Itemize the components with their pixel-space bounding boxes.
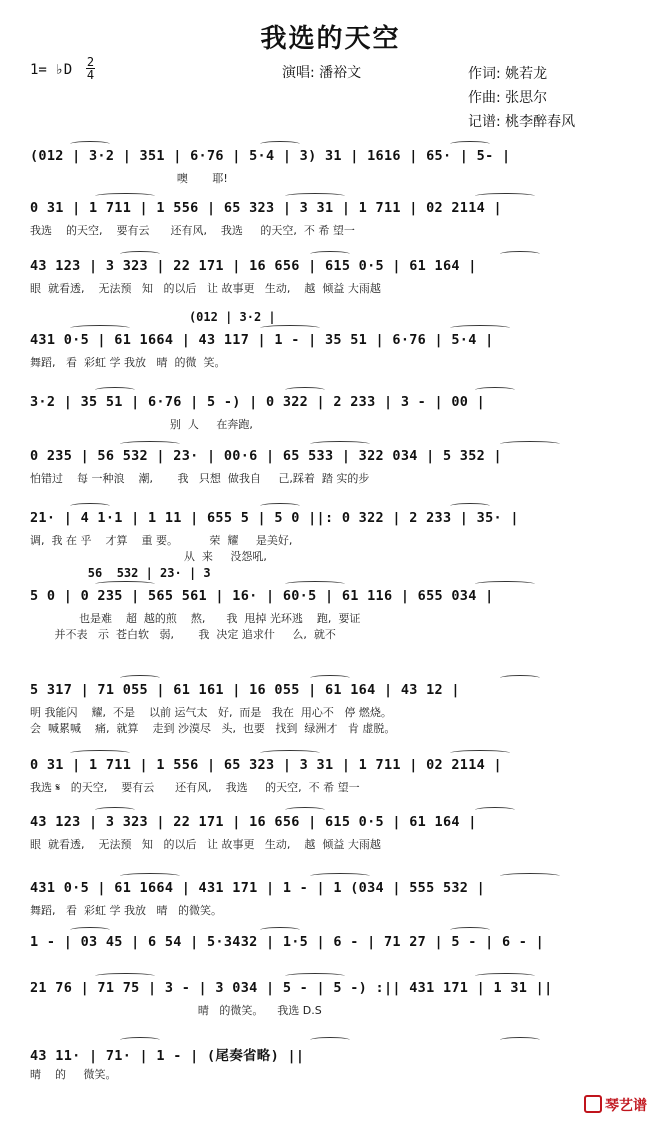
notation-aux-line: (012 | 3·2 | xyxy=(30,310,276,324)
notation-line: 21· | 4 1·1 | 1 11 | 655 5 | 5 0 ||: 0 322 | 2 233 | 35· | xyxy=(30,510,519,526)
tie-mark xyxy=(120,675,160,681)
tie-mark xyxy=(260,927,300,933)
tie-mark xyxy=(120,1037,160,1043)
tie-mark xyxy=(95,807,135,813)
tie-mark xyxy=(95,581,155,587)
tie-mark xyxy=(475,193,535,199)
notation-line: 1 - | 03 45 | 6 54 | 5·3432 | 1·5 | 6 - | 71 27 | 5 - | 6 - | xyxy=(30,934,545,950)
transcriber-credit: 记谱: 桃李醉春风 xyxy=(468,114,576,130)
notation-line: 0 31 | 1 711 | 1 556 | 65 323 | 3 31 | 1 711 | 02 2114 | xyxy=(30,200,502,216)
tie-mark xyxy=(500,1037,540,1043)
lyric-line: 我选 𝄋 的天空, 要有云 还有风, 我选 的天空, 不 希 望一 xyxy=(30,781,360,794)
lyric-line-verse2: 并不表 示 苍白软 弱, 我 决定 追求什 么, 就不 xyxy=(30,628,336,641)
notation-line: 43 11· | 71· | 1 - | (尾奏省略) || xyxy=(30,1048,305,1064)
notation-aux-line: 56 532 | 23· | 3 xyxy=(30,566,211,580)
tie-mark xyxy=(500,441,560,447)
tie-mark xyxy=(70,927,110,933)
notation-line: (012 | 3·2 | 351 | 6·76 | 5·4 | 3) 31 | 1616 | 65· | 5- | xyxy=(30,148,511,164)
tie-mark xyxy=(450,325,510,331)
lyric-line: 噢 耶! xyxy=(30,172,228,185)
tie-mark xyxy=(500,873,560,879)
notation-line: 5 0 | 0 235 | 565 561 | 16· | 60·5 | 61 116 | 655 034 | xyxy=(30,588,494,604)
tie-mark xyxy=(260,141,300,147)
song-title: 我选的天空 xyxy=(260,24,401,54)
lyric-line: 眼 就看透, 无法预 知 的以后 让 故事更 生动, 越 倾益 大雨越 xyxy=(30,838,381,851)
singer-credit: 演唱: 潘裕文 xyxy=(282,65,362,81)
tie-mark xyxy=(120,873,180,879)
tie-mark xyxy=(120,441,180,447)
notation-line: 43 123 | 3 323 | 22 171 | 16 656 | 615 0·5 | 61 164 | xyxy=(30,814,477,830)
tie-mark xyxy=(285,387,325,393)
lyric-line: 也是难 超 越的煎 熬, 我 甩掉 光环逃 跑, 要证 xyxy=(30,612,361,625)
notation-line: 21 76 | 71 75 | 3 - | 3 034 | 5 - | 5 -) :|| 431 171 | 1 31 || xyxy=(30,980,553,996)
tie-mark xyxy=(260,750,320,756)
tie-mark xyxy=(260,503,300,509)
tie-mark xyxy=(450,503,490,509)
tie-mark xyxy=(450,750,510,756)
time-signature-top: 2 xyxy=(86,55,95,69)
tie-mark xyxy=(285,807,325,813)
key-signature: 1= ♭D xyxy=(30,62,73,78)
site-logo xyxy=(584,1095,647,1115)
tie-mark xyxy=(310,675,350,681)
tie-mark xyxy=(285,581,345,587)
notation-line: 3·2 | 35 51 | 6·76 | 5 -) | 0 322 | 2 233 | 3 - | 00 | xyxy=(30,394,486,410)
tie-mark xyxy=(475,807,515,813)
tie-mark xyxy=(310,441,370,447)
lyric-line: 调, 我 在 乎 才算 重 要。 荣 耀 是美好, xyxy=(30,534,293,547)
tie-mark xyxy=(70,750,130,756)
composer-credit: 作曲: 张思尔 xyxy=(468,90,548,106)
lyric-line: 明 我能闪 耀, 不是 以前 运气太 好, 而是 我在 用心不 停 燃烧。 xyxy=(30,706,392,719)
tie-mark xyxy=(95,387,135,393)
tie-mark xyxy=(70,503,110,509)
tie-mark xyxy=(285,193,345,199)
tie-mark xyxy=(500,251,540,257)
lyric-line: 晴 的 微笑。 xyxy=(30,1068,117,1081)
tie-mark xyxy=(70,141,110,147)
tie-mark xyxy=(310,1037,350,1043)
tie-mark xyxy=(310,251,350,257)
lyric-line: 别 人 在奔跑, xyxy=(30,418,253,431)
logo-text: 琴艺谱 xyxy=(605,1098,647,1114)
tie-mark xyxy=(475,973,535,979)
tie-mark xyxy=(260,325,320,331)
notation-line: 431 0·5 | 61 1664 | 431 171 | 1 - | 1 (034 | 555 532 | xyxy=(30,880,486,896)
lyric-line: 晴 的微笑。 我选 D.S xyxy=(30,1004,322,1017)
tie-mark xyxy=(475,581,535,587)
tie-mark xyxy=(450,927,490,933)
tie-mark xyxy=(120,251,160,257)
lyric-line-verse2: 会 喊累喊 痛, 就算 走到 沙漠尽 头, 也要 找到 绿洲才 肯 虚脱。 xyxy=(30,722,396,735)
lyric-line: 舞蹈, 看 彩虹 学 我放 晴 的微笑。 xyxy=(30,904,222,917)
tie-mark xyxy=(70,325,130,331)
lyricist-credit: 作词: 姚若龙 xyxy=(468,66,548,82)
lyric-line: 我选 的天空, 要有云 还有风, 我选 的天空, 不 希 望一 xyxy=(30,224,355,237)
lyric-line: 眼 就看透, 无法预 知 的以后 让 故事更 生动, 越 倾益 大雨越 xyxy=(30,282,381,295)
tie-mark xyxy=(95,193,155,199)
tie-mark xyxy=(310,873,370,879)
notation-line: 0 31 | 1 711 | 1 556 | 65 323 | 3 31 | 1 711 | 02 2114 | xyxy=(30,757,502,773)
tie-mark xyxy=(475,387,515,393)
tie-mark xyxy=(450,141,490,147)
tie-mark xyxy=(500,675,540,681)
notation-line: 431 0·5 | 61 1664 | 43 117 | 1 - | 35 51 | 6·76 | 5·4 | xyxy=(30,332,494,348)
notation-line: 5 317 | 71 055 | 61 161 | 16 055 | 61 164 | 43 12 | xyxy=(30,682,460,698)
logo-icon xyxy=(584,1095,602,1113)
notation-line: 0 235 | 56 532 | 23· | 00·6 | 65 533 | 322 034 | 5 352 | xyxy=(30,448,502,464)
time-signature xyxy=(86,56,95,81)
lyric-line: 怕错过 每 一种浪 潮, 我 只想 做我自 己,踩着 踏 实的步 xyxy=(30,472,370,485)
time-signature-bottom: 4 xyxy=(86,68,95,82)
notation-line: 43 123 | 3 323 | 22 171 | 16 656 | 615 0·5 | 61 164 | xyxy=(30,258,477,274)
tie-mark xyxy=(285,973,345,979)
lyric-line-verse2: 从 来 没怨吼, xyxy=(30,550,267,563)
tie-mark xyxy=(95,973,155,979)
credits xyxy=(468,62,575,134)
lyric-line: 舞蹈, 看 彩虹 学 我放 晴 的微 笑。 xyxy=(30,356,226,369)
